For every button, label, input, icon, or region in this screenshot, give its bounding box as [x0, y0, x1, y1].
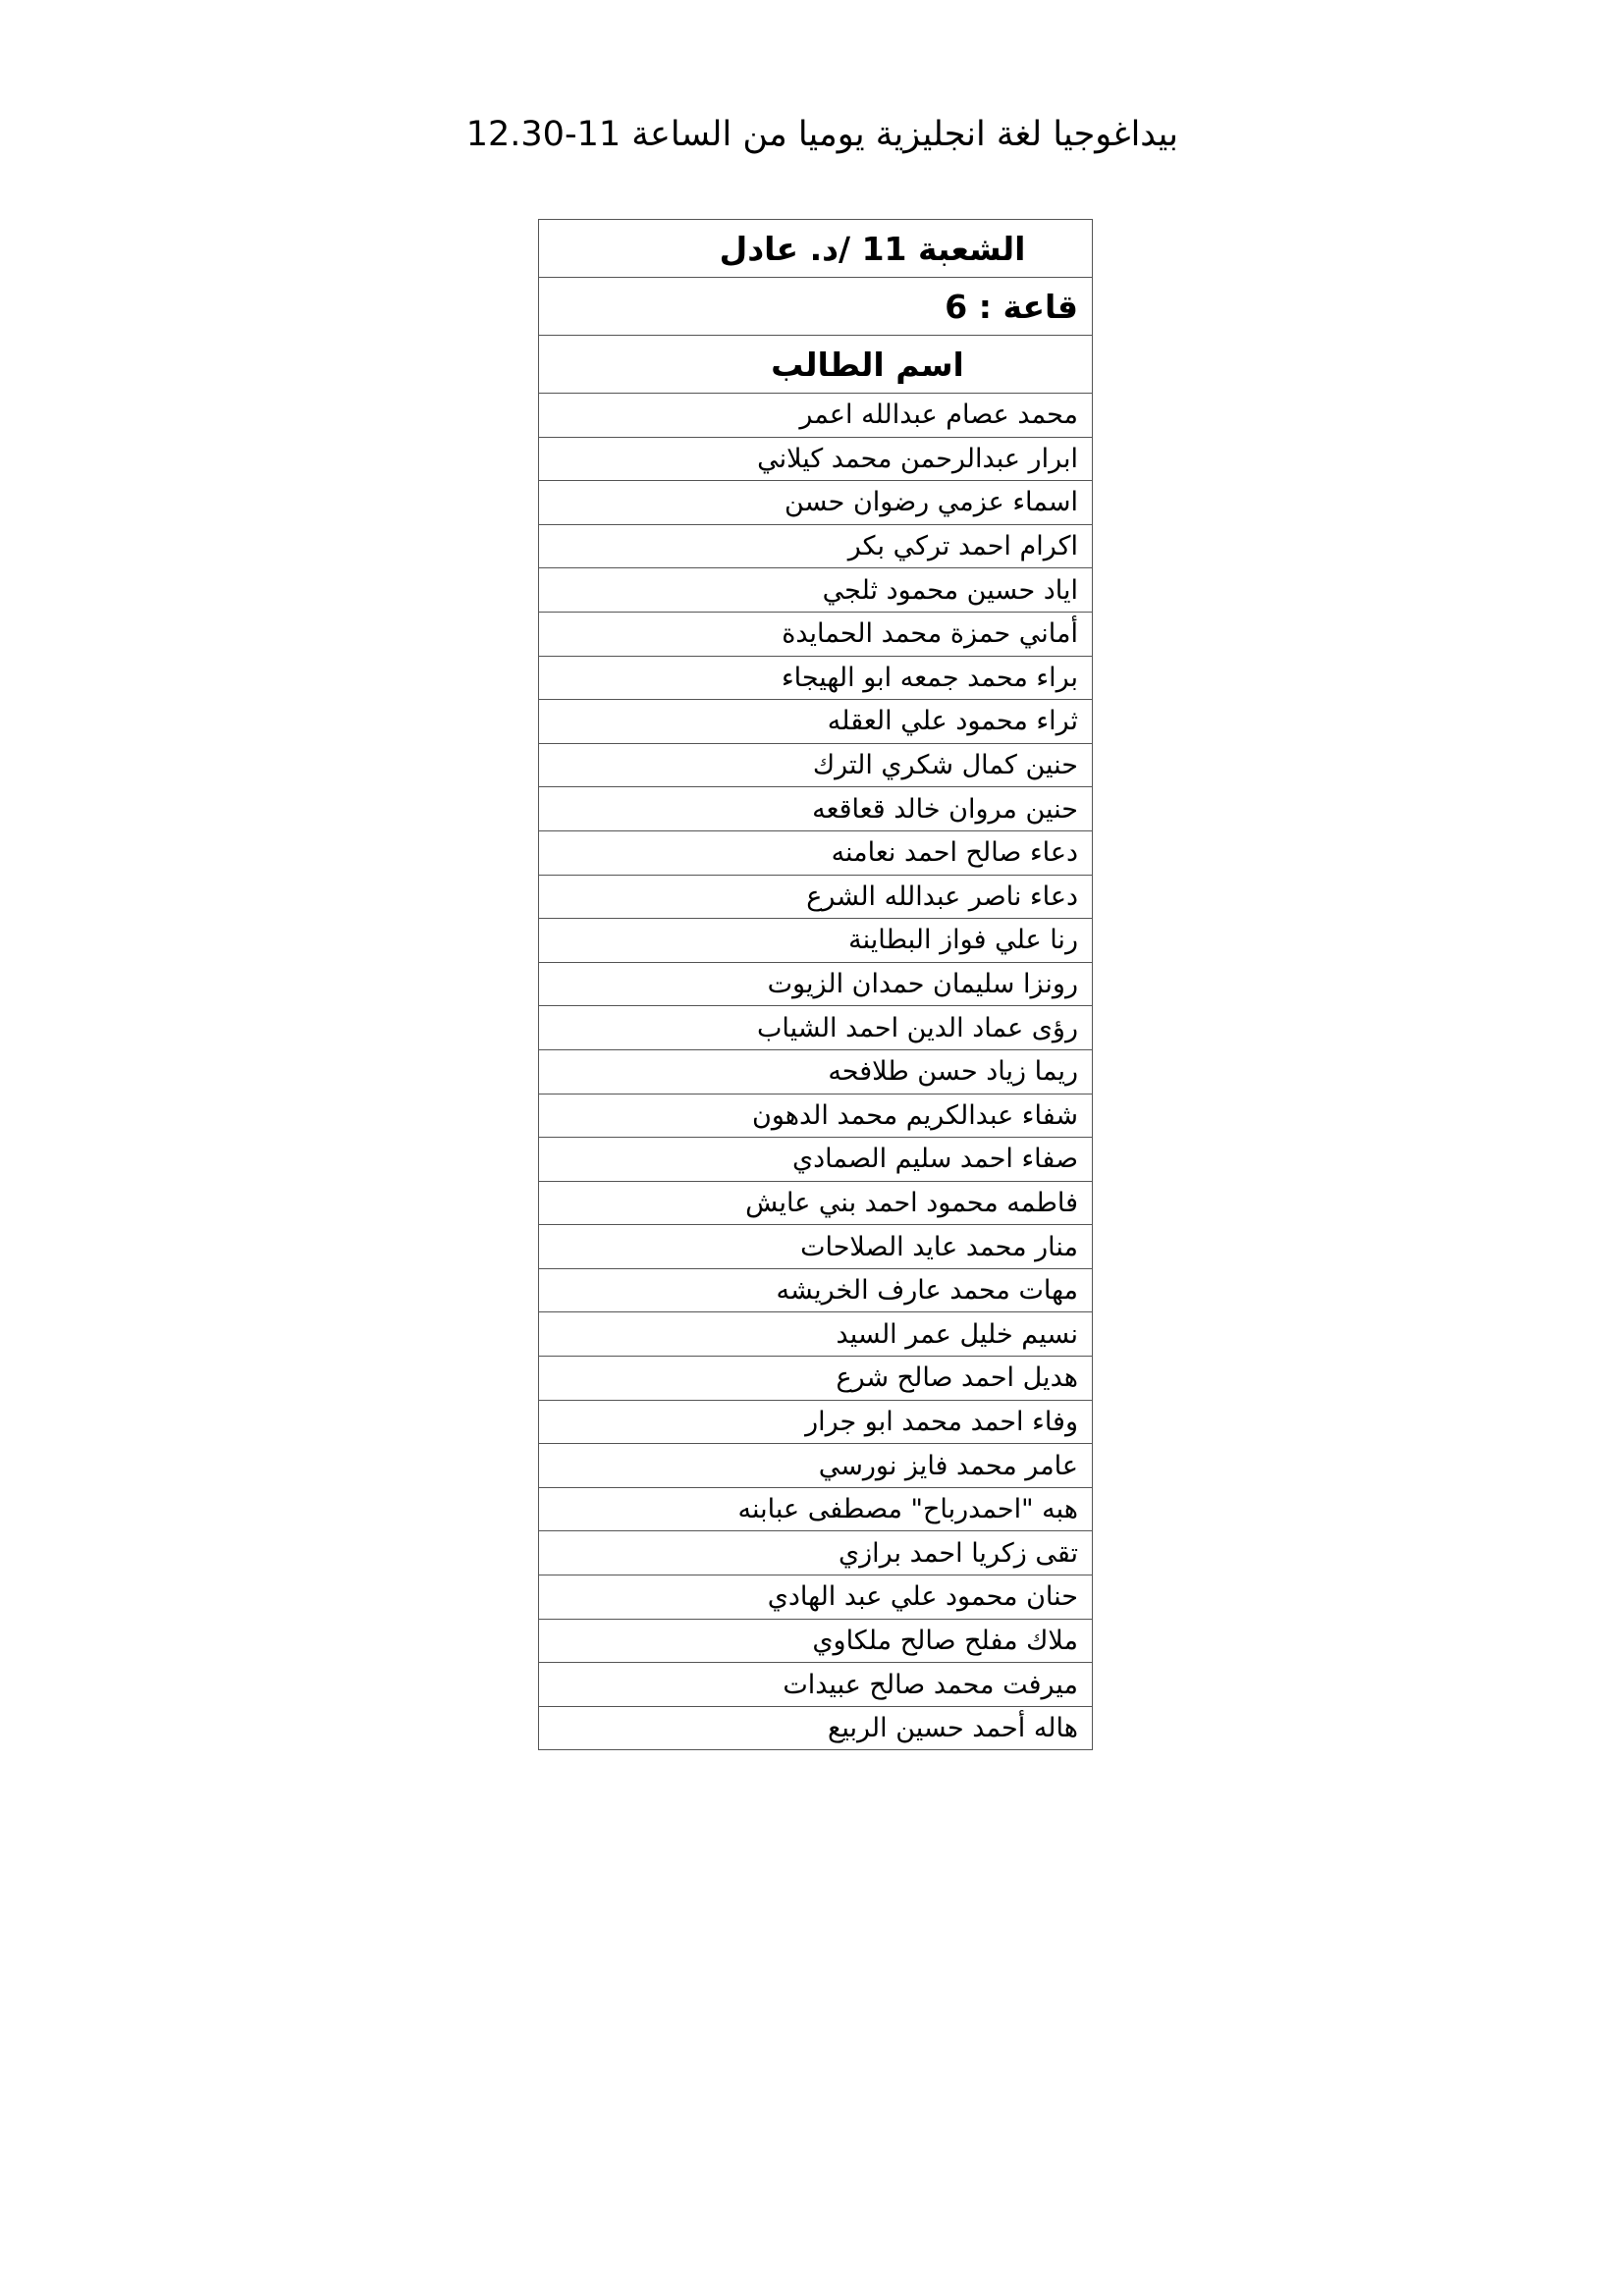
student-row [539, 568, 1093, 613]
student-name: اكرام احمد تركي بكر [539, 524, 1093, 568]
student-name: رؤى عماد الدين احمد الشياب [539, 1006, 1093, 1050]
student-row [539, 1619, 1093, 1663]
student-row [539, 1444, 1093, 1488]
student-row [539, 1225, 1093, 1269]
student-row [539, 1663, 1093, 1707]
student-roster-table [538, 219, 1093, 1750]
student-row [539, 1268, 1093, 1312]
student-row [539, 875, 1093, 919]
student-name: اسماء عزمي رضوان حسن [539, 481, 1093, 525]
room-label: قاعة : 6 [539, 278, 1093, 336]
student-name: دعاء ناصر عبدالله الشرع [539, 875, 1093, 919]
student-name: ريما زياد حسن طلافحه [539, 1049, 1093, 1094]
section-title: الشعبة 11 /د. عادل [539, 220, 1093, 278]
student-row [539, 787, 1093, 831]
student-name: نسيم خليل عمر السيد [539, 1312, 1093, 1357]
student-row [539, 1357, 1093, 1401]
student-row [539, 612, 1093, 656]
student-name: اياد حسين محمود ثلجي [539, 568, 1093, 613]
student-row [539, 1706, 1093, 1750]
student-name: عامر محمد فايز نورسي [539, 1444, 1093, 1488]
student-name: ثراء محمود علي العقله [539, 700, 1093, 744]
student-name: رونزا سليمان حمدان الزيوت [539, 962, 1093, 1006]
student-name: ملاك مفلح صالح ملكاوي [539, 1619, 1093, 1663]
student-row [539, 919, 1093, 963]
student-name: محمد عصام عبدالله اعمر [539, 394, 1093, 438]
student-row [539, 1049, 1093, 1094]
student-name: فاطمه محمود احمد بني عايش [539, 1181, 1093, 1225]
student-row [539, 1181, 1093, 1225]
student-name: حنان محمود علي عبد الهادي [539, 1575, 1093, 1620]
column-header: اسم الطالب [539, 336, 1093, 394]
student-name: هبه "احمدرباح" مصطفى عبابنه [539, 1487, 1093, 1531]
student-name: منار محمد عايد الصلاحات [539, 1225, 1093, 1269]
column-header-row [539, 336, 1093, 394]
student-row [539, 437, 1093, 481]
student-name: هديل احمد صالح شرع [539, 1357, 1093, 1401]
student-name: هاله أحمد حسين الربيع [539, 1706, 1093, 1750]
student-row [539, 1575, 1093, 1620]
student-name: شفاء عبدالكريم محمد الدهون [539, 1094, 1093, 1138]
student-row [539, 394, 1093, 438]
student-row [539, 481, 1093, 525]
student-row [539, 743, 1093, 787]
student-name: دعاء صالح احمد نعامنه [539, 830, 1093, 875]
student-name: وفاء احمد محمد ابو جرار [539, 1400, 1093, 1444]
student-name: ميرفت محمد صالح عبيدات [539, 1663, 1093, 1707]
student-name: حنين مروان خالد قعاقعه [539, 787, 1093, 831]
roster-body [539, 220, 1093, 1750]
student-row [539, 1312, 1093, 1357]
student-row [539, 1138, 1093, 1182]
student-row [539, 1006, 1093, 1050]
student-name: صفاء احمد سليم الصمادي [539, 1138, 1093, 1182]
student-name: رنا علي فواز البطاينة [539, 919, 1093, 963]
student-name: ابرار عبدالرحمن محمد كيلاني [539, 437, 1093, 481]
student-row [539, 524, 1093, 568]
student-name: مهات محمد عارف الخريشه [539, 1268, 1093, 1312]
student-row [539, 656, 1093, 700]
student-row [539, 830, 1093, 875]
room-row [539, 278, 1093, 336]
section-row [539, 220, 1093, 278]
student-name: براء محمد جمعه ابو الهيجاء [539, 656, 1093, 700]
student-name: حنين كمال شكري الترك [539, 743, 1093, 787]
student-row [539, 1531, 1093, 1575]
student-row [539, 962, 1093, 1006]
student-name: أماني حمزة محمد الحمايدة [539, 612, 1093, 656]
student-name: تقى زكريا احمد برازي [539, 1531, 1093, 1575]
student-row [539, 1400, 1093, 1444]
student-row [539, 700, 1093, 744]
student-row [539, 1487, 1093, 1531]
page-heading: بيداغوجيا لغة انجليزية يوميا من الساعة 11-12.30 [465, 115, 1178, 154]
student-row [539, 1094, 1093, 1138]
